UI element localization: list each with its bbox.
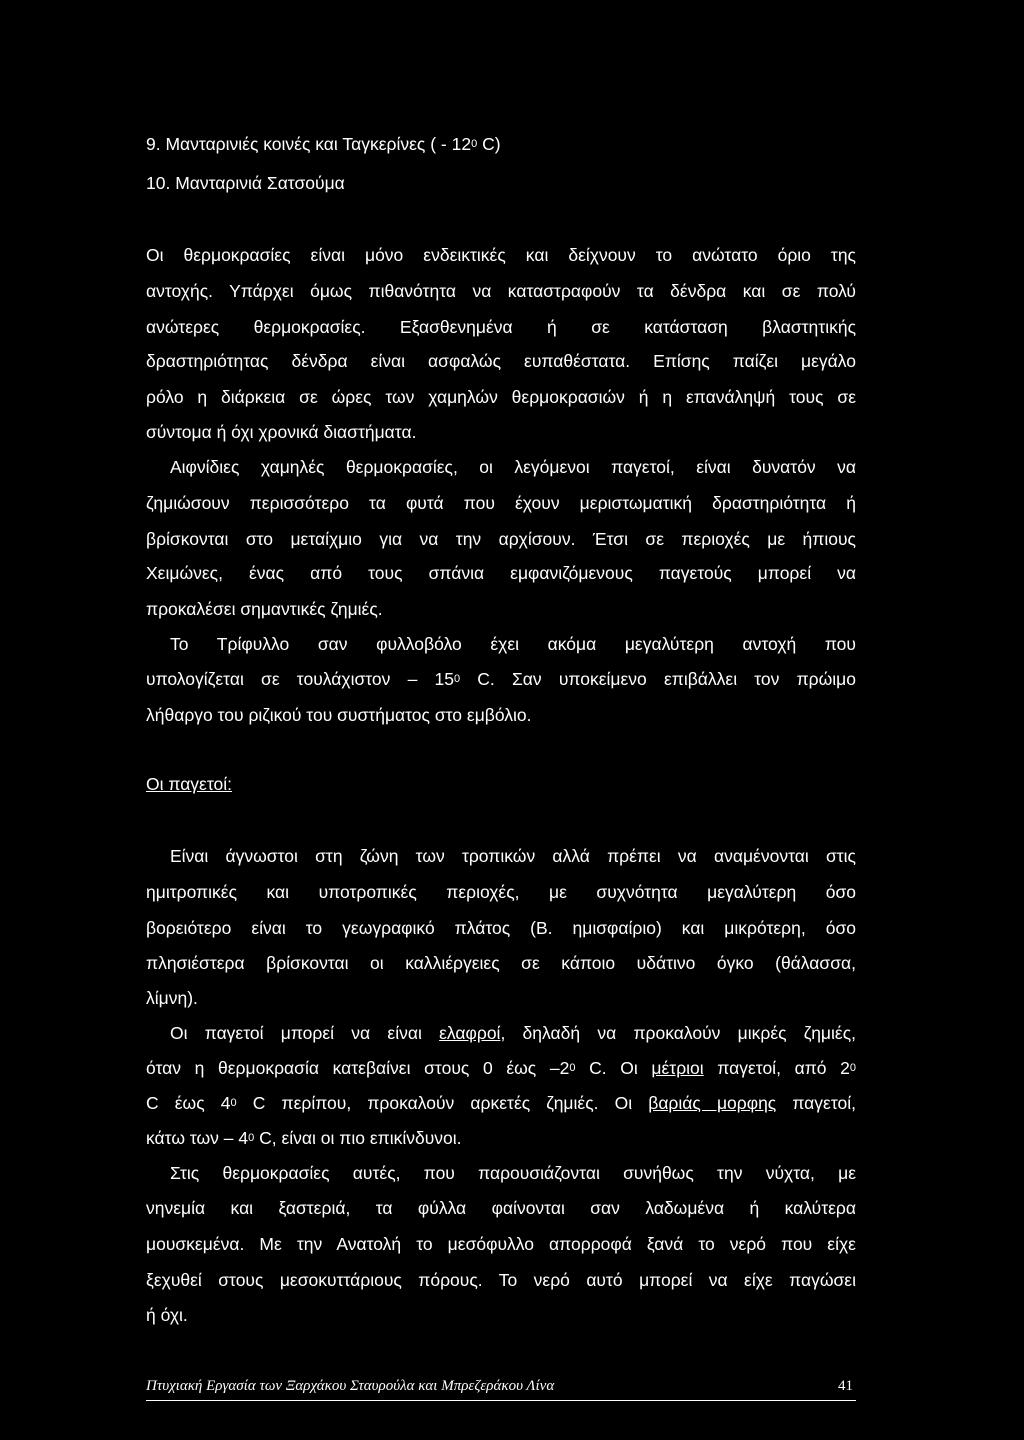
paragraph-line: Αιφνίδιες χαμηλές θερμοκρασίες, οι λεγόμενοι παγετοί, είναι δυνατόν να	[170, 457, 856, 477]
paragraph-line: βρίσκονται στο μεταίχμιο για να την αρχίσουν. Έτσι σε περιοχές με ήπιους	[146, 529, 856, 549]
page-number: 41	[838, 1378, 853, 1394]
paragraph-line: Οι θερμοκρασίες είναι μόνο ενδεικτικές και δείχνουν το ανώτατο όριο της	[146, 245, 856, 265]
superscript: 0	[569, 1062, 576, 1074]
paragraph-line: ζημιώσουν περισσότερο τα φυτά που έχουν μεριστωματική δραστηριότητα ή	[146, 493, 856, 513]
paragraph-line: Είναι άγνωστοι στη ζώνη των τροπικών αλλά πρέπει να αναμένονται στις	[170, 846, 856, 866]
paragraph-line: σύντομα ή όχι χρονικά διαστήματα.	[146, 422, 417, 442]
paragraph-line: Χειμώνες, ένας από τους σπάνια εμφανιζόμενους παγετούς μπορεί να	[146, 563, 856, 583]
footer-text: Πτυχιακή Εργασία των Ξαρχάκου Σταυρούλα και Μπρεζεράκου Λίνα	[146, 1378, 555, 1394]
paragraph-line: πλησιέστερα βρίσκονται οι καλλιέργειες σε κάποιο υδάτινο όγκο (θάλασσα,	[146, 953, 856, 973]
paragraph-line: όταν η θερμοκρασία κατεβαίνει στους 0 έως $-2^0$ C. Οι μέτριοι παγετοί, από $2^0$	[146, 1058, 856, 1078]
paragraph-line: Οι παγετοί μπορεί να είναι ελαφροί, δηλαδή να προκαλούν μικρές ζημιές,	[170, 1023, 856, 1043]
paragraph-line: λήθαργο του ριζικού του συστήματος στο εμβόλιο.	[146, 705, 532, 725]
list-item-9-text: 9. Μανταρινιές κοινές και Ταγκερίνες ( - 12	[146, 134, 472, 154]
paragraph-line: ξεχυθεί στους μεσοκυττάριους πόρους. Το νερό αυτό μπορεί να είχε παγώσει	[146, 1270, 856, 1290]
paragraph-line: προκαλέσει σημαντικές ζημιές.	[146, 599, 383, 619]
paragraph-line: ή όχι.	[146, 1305, 188, 1325]
underlined-term: μέτριοι	[651, 1058, 704, 1078]
superscript: 0	[471, 138, 478, 150]
paragraph-line: αντοχής. Υπάρχει όμως πιθανότητα να καταστραφούν τα δένδρα και σε πολύ	[146, 281, 856, 301]
paragraph-line: νηνεμία και ξαστεριά, τα φύλλα φαίνονται σαν λαδωμένα ή καλύτερα	[146, 1198, 856, 1218]
list-item-9	[146, 133, 501, 155]
paragraph-line: κάτω των – $4^0$ C, είναι οι πιο επικίνδυνοι.	[146, 1128, 462, 1148]
paragraph-line: λίμνη).	[146, 988, 198, 1008]
paragraph-line: ανώτερες θερμοκρασίες. Εξασθενημένα ή σε κατάσταση βλαστητικής	[146, 317, 856, 337]
footer-divider	[146, 1400, 856, 1401]
paragraph-line: βορειότερο είναι το γεωγραφικό πλάτος (Β. ημισφαίριο) και μικρότερη, όσο	[146, 918, 856, 938]
superscript: 0	[230, 1097, 237, 1109]
paragraph-line: ρόλο η διάρκεια σε ώρες των χαμηλών θερμοκρασιών ή η επανάληψή τους σε	[146, 387, 856, 407]
paragraph-line: δραστηριότητας δένδρα είναι ασφαλώς ευπαθέστατα. Επίσης παίζει μεγάλο	[146, 351, 856, 371]
paragraph-line: υπολογίζεται σε τουλάχιστον – $15^0$ C. Σαν υποκείμενο επιβάλλει τον πρώιμο	[146, 669, 856, 689]
superscript: 0	[453, 673, 461, 685]
list-item-10	[146, 172, 345, 194]
superscript: 0	[849, 1062, 856, 1074]
paragraph-line: C έως $4^0$ C περίπου, προκαλούν αρκετές ζημιές. Οι βαριάς μορφης παγετοί,	[146, 1093, 856, 1113]
underlined-term: βαριάς μορφης	[648, 1093, 777, 1113]
superscript: 0	[248, 1132, 255, 1144]
list-item-10-text: 10. Μανταρινιά Σατσούμα	[146, 173, 345, 193]
list-item-9-unit: C)	[477, 134, 501, 154]
underlined-term: ελαφροί	[439, 1023, 501, 1043]
paragraph-line: ημιτροπικές και υποτροπικές περιοχές, με συχνότητα μεγαλύτερη όσο	[146, 882, 856, 902]
paragraph-line: Το Τρίφυλλο σαν φυλλοβόλο έχει ακόμα μεγαλύτερη αντοχή που	[170, 634, 856, 654]
paragraph-line: μουσκεμένα. Με την Ανατολή το μεσόφυλλο απορροφά ξανά το νερό που είχε	[146, 1234, 856, 1254]
section-heading: Οι παγετοί:	[146, 774, 233, 794]
paragraph-line: Στις θερμοκρασίες αυτές, που παρουσιάζονται συνήθως την νύχτα, με	[170, 1163, 856, 1183]
